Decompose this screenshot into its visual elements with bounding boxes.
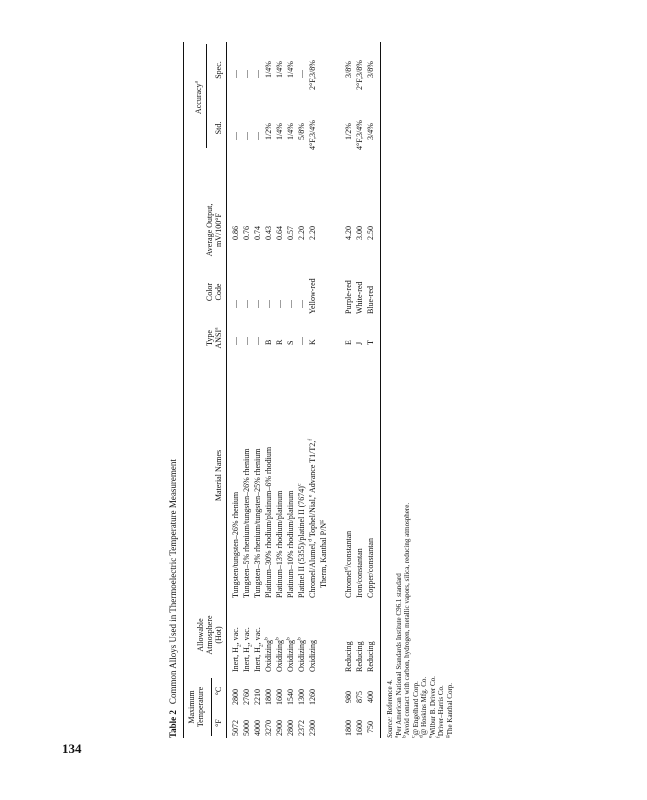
footnote: $^g$The Kanthal Corp.: [444, 682, 454, 738]
header-temp-underline: [211, 678, 212, 736]
rotated-table-block: [168, 42, 612, 738]
table-row: 4000 2210 Inert, $H_2$, vac. Tungsten–3% rhenium/tungsten–25% rhenium — — 0.74 — —: [253, 70, 265, 736]
table-title: Common Alloys Used in Thermoelectric Temperature Measurement: [168, 459, 178, 705]
header-material: Material Names: [214, 449, 223, 502]
header-spec: Spec.: [214, 61, 223, 79]
header-atmosphere: Allowable Atmosphere (Hot): [196, 615, 224, 655]
table-row: 1800 980 Reducing Chromel$^d$/constantan E Purple-red 4.20 1/2% 3/8%: [343, 61, 353, 736]
header-accuracy: Accuracy$^a$: [193, 80, 203, 115]
header-color: Color Code: [205, 282, 224, 302]
footnote: $^b$Avoid contact with carbon, hydrogen, metallic vapors, silica, reducing atmosphere.: [401, 502, 412, 738]
table-row: 2300 1260 Oxidizing Chromel/Alumel,$^d$ Tophel/Nial,$^e$ Advance T1/T2,$^f$ Therm, Kanthal $P/N^g$ K Yellow-red 2.20 4°F,3/4% 2°F,3/8%: [307, 60, 328, 736]
header-std: Std.: [214, 121, 223, 135]
page-number: 134: [62, 741, 82, 756]
footnote: $^f$Driver–Harris Co.: [435, 685, 446, 738]
top-rule: [183, 42, 184, 738]
footnote: $^a$Per American National Standards Institute C96.1 standard: [393, 573, 403, 738]
bottom-rule: [380, 42, 381, 738]
table-row: 2800 1540 Oxidizing$^b$ Platinum–10% rhodium/platinum S — 0.57 1/4% 1/4%: [285, 61, 295, 736]
source-note: Source: Reference 4.: [386, 679, 394, 738]
table-caption: [168, 459, 178, 738]
header-accuracy-underline: [206, 44, 207, 148]
table-footnotes: [386, 503, 454, 738]
footnote: $^d$@ Hoskins Mfg. Co.: [418, 676, 429, 738]
table-row: 750 400 Reducing Copper/constantan T Blue-red 2.50 3/4% 3/8%: [366, 61, 375, 733]
header-type: Type ANSI$^a$: [205, 327, 224, 349]
header-unit-f: °F: [214, 719, 223, 727]
table-label: Table 2: [168, 710, 178, 738]
header-max-temp: Maximum Temperature: [187, 686, 206, 728]
header-unit-c: °C: [214, 686, 223, 696]
table-row: 5072 2800 Inert, $H_2$, vac. Tungsten/tungsten–26% rhenium — — 0.86 — —: [231, 70, 243, 736]
table-row: 1600 875 Reducing Iron/constantan J White-red 3.00 4°F,3/4% 2°F,3/8%: [355, 60, 364, 736]
table-row: 3270 1800 Oxidizing$^b$ Platinum–30% rhodium/platinum–6% rhodium B — 0.43 1/2% 1/4%: [263, 61, 273, 736]
header-output: Average Output, mV/100°F: [205, 203, 224, 257]
header-rule: [226, 42, 227, 738]
table-row: 2372 1300 Oxidizing$^b$ Platinel II (5355)/platinel II $(7674)^c$ — — 2.20 5/8% —: [296, 70, 306, 736]
table-row: 2900 1600 Oxidizing$^b$ Platinum–13% rhodium/platinum R — 0.64 1/4% 1/4%: [274, 61, 284, 736]
footnote: $^c$@ Engelhard Corp.: [410, 681, 420, 738]
table-row: 5000 2760 Inert, $H_2$, vac. Tungsten–5% rhenium/tungsten–26% rhenium — — 0.76 — —: [242, 70, 254, 736]
footnote: $^e$Wilbur B. Driver Co.: [427, 676, 437, 738]
